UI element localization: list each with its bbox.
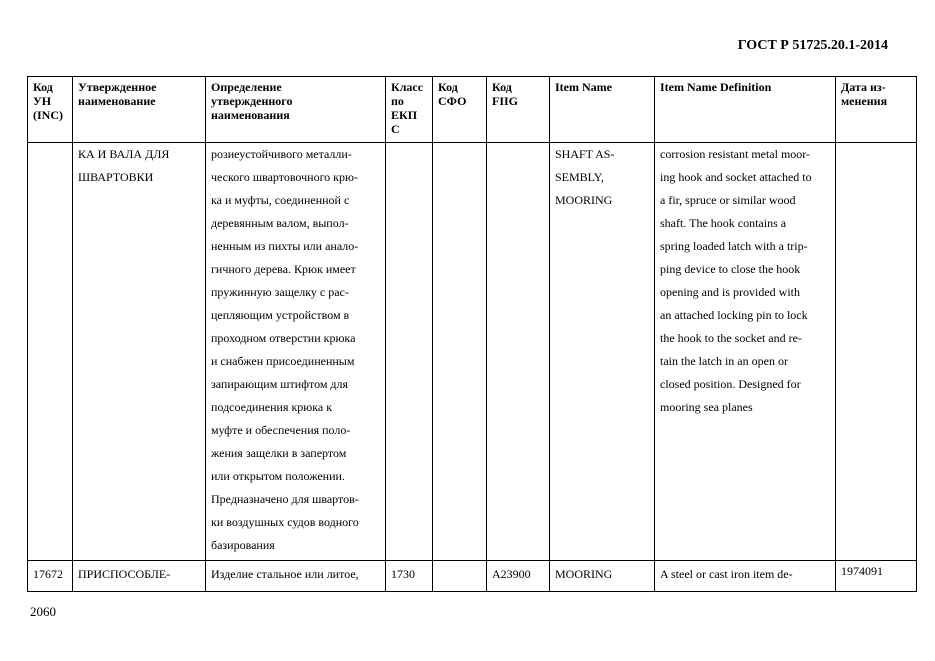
text-line: по bbox=[391, 94, 404, 108]
text-line: утвержденного bbox=[211, 94, 293, 108]
cell-approved-name: ПРИСПОСОБЛЕ- bbox=[73, 561, 206, 592]
text-line: подсоединения крюка к bbox=[211, 400, 333, 414]
cell-class: 1730 bbox=[386, 561, 433, 592]
text-line: гичного дерева. Крюк имеет bbox=[211, 262, 356, 276]
cell-item-name: MOORING bbox=[550, 561, 655, 592]
text-line: СФО bbox=[438, 94, 467, 108]
text-line: наименования bbox=[211, 108, 290, 122]
cell-approved-name bbox=[73, 143, 206, 561]
column-header-class bbox=[386, 77, 433, 143]
cell-inc bbox=[28, 143, 73, 561]
cell-name-definition: Изделие стальное или литое, bbox=[206, 561, 386, 592]
text-line: или открытом положении. bbox=[211, 469, 345, 483]
text-line: ненным из пихты или анало- bbox=[211, 239, 359, 253]
column-header-approved-name bbox=[73, 77, 206, 143]
text-line: Код bbox=[438, 80, 458, 94]
column-header-item-name bbox=[550, 77, 655, 143]
text-line: Item Name bbox=[555, 80, 612, 94]
text-line: пружинную защелку с рас- bbox=[211, 285, 349, 299]
text-line: an attached locking pin to lock bbox=[660, 308, 808, 322]
column-header-sfo bbox=[433, 77, 487, 143]
text-line: Код bbox=[492, 80, 512, 94]
text-line: Item Name Definition bbox=[660, 80, 772, 94]
column-header-change-date bbox=[836, 77, 917, 143]
table-row bbox=[28, 561, 917, 592]
header-row bbox=[28, 77, 917, 143]
cell-name-definition bbox=[206, 143, 386, 561]
text-line: Определение bbox=[211, 80, 282, 94]
text-line: the hook to the socket and re- bbox=[660, 331, 802, 345]
specification-table bbox=[27, 76, 917, 592]
text-line: (INC) bbox=[33, 108, 63, 122]
text-line: a fir, spruce or similar wood bbox=[660, 193, 796, 207]
text-line: запирающим штифтом для bbox=[211, 377, 349, 391]
cell-item-name-definition bbox=[655, 143, 836, 561]
text-line: наименование bbox=[78, 94, 156, 108]
table-row bbox=[28, 143, 917, 561]
text-line: opening and is provided with bbox=[660, 285, 800, 299]
text-line: Класс bbox=[391, 80, 424, 94]
text-line: и снабжен присоединенным bbox=[211, 354, 355, 368]
text-line: Дата из- bbox=[841, 80, 886, 94]
text-line: SHAFT AS- bbox=[555, 147, 615, 161]
text-line: УН bbox=[33, 94, 52, 108]
text-line: Код bbox=[33, 80, 53, 94]
document-code: ГОСТ Р 51725.20.1-2014 bbox=[737, 38, 888, 53]
cell-change-date bbox=[836, 143, 917, 561]
text-line: mooring sea planes bbox=[660, 400, 753, 414]
text-line: ки воздушных судов водного bbox=[211, 515, 359, 529]
text-line: менения bbox=[841, 94, 888, 108]
cell-sfo bbox=[433, 561, 487, 592]
cell-inc: 17672 bbox=[28, 561, 73, 592]
text-line: ing hook and socket attached to bbox=[660, 170, 812, 184]
text-line: tain the latch in an open or bbox=[660, 354, 788, 368]
cell-item-name bbox=[550, 143, 655, 561]
text-line: ка и муфты, соединенной с bbox=[211, 193, 350, 207]
text-line: shaft. The hook contains a bbox=[660, 216, 787, 230]
text-line: closed position. Designed for bbox=[660, 377, 801, 391]
cell-class bbox=[386, 143, 433, 561]
cell-change-date: 1974091 bbox=[836, 561, 917, 592]
cell-item-name-definition: A steel or cast iron item de- bbox=[655, 561, 836, 592]
column-header-inc bbox=[28, 77, 73, 143]
column-header-item-name-definition bbox=[655, 77, 836, 143]
cell-fiig: A23900 bbox=[487, 561, 550, 592]
text-line: Утвержденное bbox=[78, 80, 157, 94]
text-line: жения защелки в запертом bbox=[211, 446, 347, 460]
text-line: деревянным валом, выпол- bbox=[211, 216, 349, 230]
text-line: ШВАРТОВКИ bbox=[78, 170, 154, 184]
page-number: 2060 bbox=[30, 604, 56, 619]
text-line: Предназначено для швартов- bbox=[211, 492, 359, 506]
text-line: розиеустойчивого металли- bbox=[211, 147, 352, 161]
text-line: SEMBLY, bbox=[555, 170, 604, 184]
text-line: базирования bbox=[211, 538, 275, 552]
text-line: ческого швартовочного крю- bbox=[211, 170, 358, 184]
text-line: ЕКП bbox=[391, 108, 418, 122]
cell-sfo bbox=[433, 143, 487, 561]
text-line: муфте и обеспечения поло- bbox=[211, 423, 351, 437]
cell-fiig bbox=[487, 143, 550, 561]
text-line: spring loaded latch with a trip- bbox=[660, 239, 808, 253]
text-line: corrosion resistant metal moor- bbox=[660, 147, 811, 161]
column-header-name-definition bbox=[206, 77, 386, 143]
text-line: цепляющим устройством в bbox=[211, 308, 350, 322]
text-line: С bbox=[391, 122, 400, 136]
column-header-fiig bbox=[487, 77, 550, 143]
text-line: FIIG bbox=[492, 94, 519, 108]
text-line: ping device to close the hook bbox=[660, 262, 801, 276]
text-line: КА И ВАЛА ДЛЯ bbox=[78, 147, 170, 161]
text-line: MOORING bbox=[555, 193, 613, 207]
text-line: проходном отверстии крюка bbox=[211, 331, 356, 345]
